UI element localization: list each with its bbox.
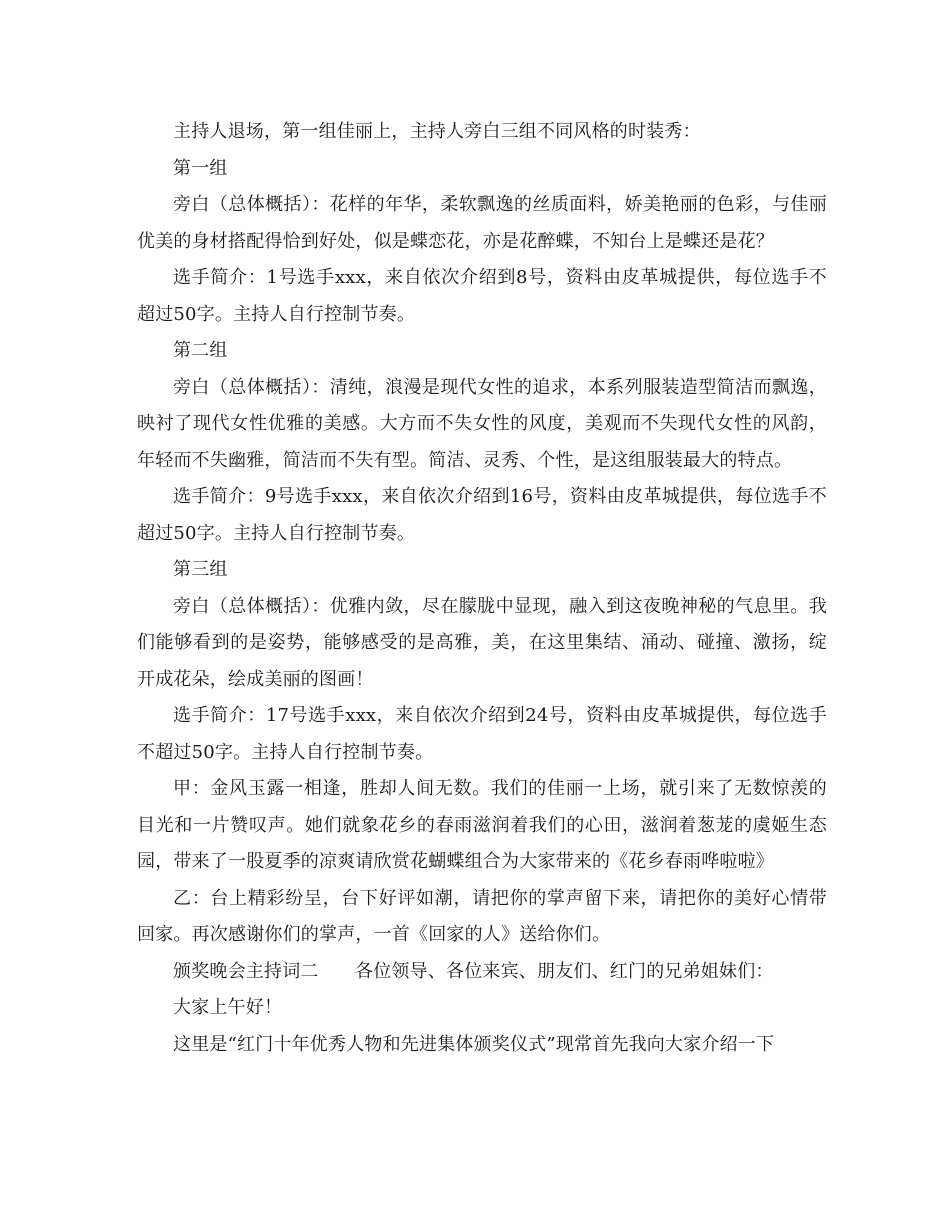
paragraph-group-one-narration: 旁白（总体概括）：花样的年华，柔软飘逸的丝质面料，娇美艳丽的色彩，与佳丽优美的身材搭配得恰到好处，似是蝶恋花，亦是花醉蝶，不知台上是蝶还是花？ [137,194,827,252]
paragraph-ceremony-intro: 这里是“红门十年优秀人物和先进集体颁奖仪式”现常首先我向大家介绍一下 [173,1033,775,1055]
paragraph-intro: 主持人退场，第一组佳丽上，主持人旁白三组不同风格的时装秀： [173,121,701,142]
paragraph-speech-two-title: 颁奖晚会主持词二 各位领导、各位来宾、朋友们、红门的兄弟姐妹们： [173,960,774,982]
document-body [137,114,827,1063]
paragraph-group-two-contestants: 选手简介：9号选手xxx，来自依次介绍到16号，资料由皮革城提供，每位选手不超过50字。主持人自行控制节奏。 [137,486,827,544]
paragraph-group-one-contestants: 选手简介：1号选手xxx，来自依次介绍到8号，资料由皮革城提供，每位选手不超过50字。主持人自行控制节奏。 [137,267,827,325]
heading-group-three: 第三组 [173,559,228,580]
paragraph-group-three-narration: 旁白（总体概括）：优雅内敛，尽在朦胧中显现，融入到这夜晚神秘的气息里。我们能够看到的是姿势，能够感受的是高雅，美，在这里集结、涌动、碰撞、激扬，绽开成花朵，绘成美丽的图画！ [137,595,827,690]
paragraph-host-b: 乙：台上精彩纷呈，台下好评如潮，请把你的掌声留下来，请把你的美好心情带回家。再次感谢你们的掌声，一首《回家的人》送给你们。 [137,887,827,945]
paragraph-group-three-contestants: 选手简介：17号选手xxx，来自依次介绍到24号，资料由皮革城提供，每位选手不超过50字。主持人自行控制节奏。 [137,705,827,763]
paragraph-greeting: 大家上午好！ [173,997,283,1018]
heading-group-two: 第二组 [173,340,228,361]
heading-group-one: 第一组 [173,157,228,179]
paragraph-host-a: 甲：金风玉露一相逢，胜却人间无数。我们的佳丽一上场，就引来了无数惊羡的目光和一片赞叹声。她们就象花乡的春雨滋润着我们的心田，滋润着葱茏的虞姬生态园，带来了一股夏季的凉爽请欣赏花蝴蝶组合为大家带来的《花乡春雨哗啦啦》 [137,778,827,872]
paragraph-group-two-narration: 旁白（总体概括）：清纯，浪漫是现代女性的追求，本系列服装造型简洁而飘逸，映衬了现代女性优雅的美感。大方而不失女性的风度，美观而不失现代女性的风韵，年轻而不失幽雅，简洁而不失有型。简洁、灵秀、个性，是这组服装最大的特点。 [137,376,827,471]
